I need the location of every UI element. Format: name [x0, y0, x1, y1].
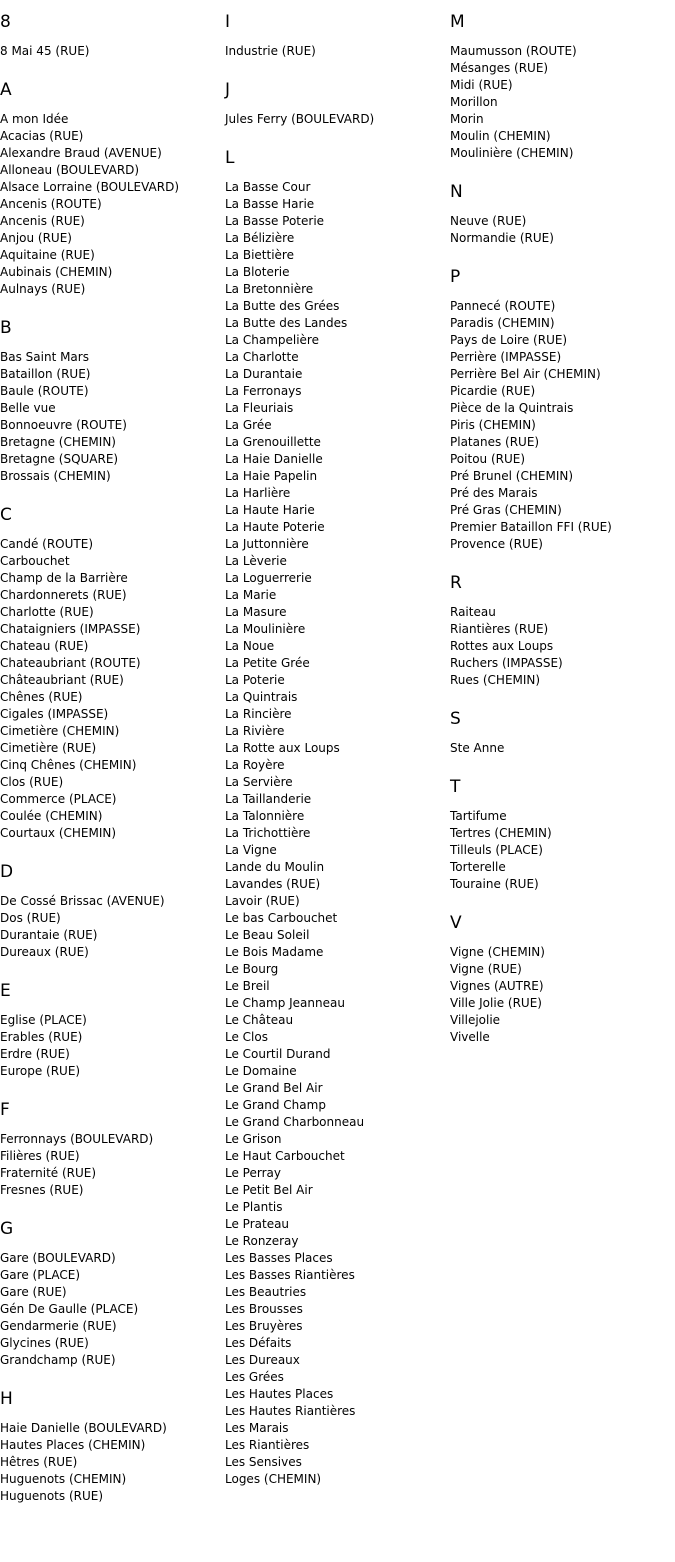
letter-group: [225, 80, 450, 128]
letter-group: [0, 862, 225, 961]
street-name: Pré des Marais: [450, 486, 538, 500]
street-name: Le Grand Bel Air: [225, 1081, 323, 1095]
street-name: Gare (PLACE): [0, 1268, 81, 1282]
street-name: Le Château: [225, 1013, 294, 1027]
street-name: A mon Idée: [0, 112, 69, 126]
street-name: Glycines (RUE): [0, 1336, 89, 1350]
street-name: Fresnes (RUE): [0, 1183, 84, 1197]
street-name: Le Grison: [225, 1132, 282, 1146]
street-name: La Butte des Grées: [225, 299, 340, 313]
street-name: Les Riantières: [225, 1438, 310, 1452]
street-name: La Loguerrerie: [225, 571, 312, 585]
street-name: La Noue: [225, 639, 275, 653]
street-name: Huguenots (CHEMIN): [0, 1472, 127, 1486]
street-name: Morin: [450, 112, 484, 126]
street-name: La Basse Cour: [225, 180, 311, 194]
street-name: Gendarmerie (RUE): [0, 1319, 117, 1333]
street-name: Le Beau Soleil: [225, 928, 310, 942]
street-name: Dureaux (RUE): [0, 945, 89, 959]
street-name: La Basse Poterie: [225, 214, 325, 228]
street-name: Les Dureaux: [225, 1353, 300, 1367]
street-name: Alsace Lorraine (BOULEVARD): [0, 180, 180, 194]
street-name: Ruchers (IMPASSE): [450, 656, 563, 670]
street-name: Coulée (CHEMIN): [0, 809, 103, 823]
street-name: La Marie: [225, 588, 277, 602]
group-letter-heading: B: [0, 318, 12, 338]
street-name: Paradis (CHEMIN): [450, 316, 555, 330]
group-letter-heading: D: [0, 862, 14, 882]
street-name: Vignes (AUTRE): [450, 979, 544, 993]
street-name: Platanes (RUE): [450, 435, 540, 449]
street-name: Premier Bataillon FFI (RUE): [450, 520, 612, 534]
street-name: La Fleuriais: [225, 401, 294, 415]
group-letter-heading: R: [450, 573, 462, 593]
street-name: Picardie (RUE): [450, 384, 536, 398]
street-name: La Rotte aux Loups: [225, 741, 340, 755]
street-name: Alloneau (BOULEVARD): [0, 163, 140, 177]
street-list: [225, 111, 450, 128]
street-list: [0, 43, 225, 60]
street-list: [225, 43, 450, 60]
street-name: Tartifume: [450, 809, 507, 823]
street-list: [0, 1250, 225, 1369]
street-name: Eglise (PLACE): [0, 1013, 87, 1027]
group-letter-heading: G: [0, 1219, 14, 1239]
letter-group: [450, 777, 675, 893]
group-letter-heading: T: [450, 777, 461, 797]
street-name: Lande du Moulin: [225, 860, 325, 874]
street-name: Huguenots (RUE): [0, 1489, 104, 1503]
street-name: Raiteau: [450, 605, 496, 619]
group-letter-heading: J: [225, 80, 231, 100]
street-name: La Bélizière: [225, 231, 295, 245]
letter-group: [0, 80, 225, 298]
street-name: Normandie (RUE): [450, 231, 554, 245]
street-name: Le Perray: [225, 1166, 281, 1180]
street-name: Belle vue: [0, 401, 56, 415]
street-name: Hautes Places (CHEMIN): [0, 1438, 146, 1452]
street-name: La Butte des Landes: [225, 316, 348, 330]
group-letter-heading: E: [0, 981, 11, 1001]
letter-group: [450, 12, 675, 162]
street-name: Les Marais: [225, 1421, 289, 1435]
street-name: De Cossé Brissac (AVENUE): [0, 894, 165, 908]
street-name: Pré Brunel (CHEMIN): [450, 469, 574, 483]
street-name: Tilleuls (PLACE): [450, 843, 543, 857]
street-name: Chênes (RUE): [0, 690, 83, 704]
group-letter-heading: M: [450, 12, 465, 32]
street-name: La Royère: [225, 758, 285, 772]
street-name: Piris (CHEMIN): [450, 418, 536, 432]
letter-group: [0, 318, 225, 485]
group-letter-heading: H: [0, 1389, 13, 1409]
letter-group: [0, 505, 225, 842]
street-name: La Bloterie: [225, 265, 290, 279]
street-name: Europe (RUE): [0, 1064, 81, 1078]
street-name: Fraternité (RUE): [0, 1166, 97, 1180]
street-name: Chardonnerets (RUE): [0, 588, 127, 602]
street-list: [450, 298, 675, 553]
street-name: Ancenis (ROUTE): [0, 197, 102, 211]
street-list: [0, 893, 225, 961]
street-name: Les Défaits: [225, 1336, 292, 1350]
street-name: Vigne (RUE): [450, 962, 522, 976]
street-list: [0, 536, 225, 842]
street-name: Le Domaine: [225, 1064, 297, 1078]
street-name: La Haute Poterie: [225, 520, 325, 534]
street-name: Provence (RUE): [450, 537, 543, 551]
group-letter-heading: 8: [0, 12, 11, 32]
group-letter-heading: F: [0, 1100, 10, 1120]
street-name: Gén De Gaulle (PLACE): [0, 1302, 139, 1316]
street-name: Clos (RUE): [0, 775, 64, 789]
street-name: La Rincière: [225, 707, 292, 721]
street-name: La Grenouillette: [225, 435, 321, 449]
street-list: [450, 43, 675, 162]
street-name: Carbouchet: [0, 554, 70, 568]
street-name: La Charlotte: [225, 350, 299, 364]
street-name: La Taillanderie: [225, 792, 312, 806]
street-name: La Harlière: [225, 486, 291, 500]
street-name: Chateau (RUE): [0, 639, 89, 653]
street-index-column-3: [450, 0, 675, 1066]
street-name: Les Bruyères: [225, 1319, 303, 1333]
street-name: Pannecé (ROUTE): [450, 299, 556, 313]
street-name: Moulin (CHEMIN): [450, 129, 551, 143]
street-name: Charlotte (RUE): [0, 605, 94, 619]
street-name: Chateaubriant (ROUTE): [0, 656, 141, 670]
street-name: Moulinière (CHEMIN): [450, 146, 574, 160]
letter-group: [0, 1219, 225, 1369]
letter-group: [225, 148, 450, 1488]
street-name: Haie Danielle (BOULEVARD): [0, 1421, 167, 1435]
street-name: Châteaubriant (RUE): [0, 673, 124, 687]
street-name: 8 Mai 45 (RUE): [0, 44, 90, 58]
group-letter-heading: N: [450, 182, 463, 202]
street-name: Touraine (RUE): [450, 877, 539, 891]
street-name: La Biettière: [225, 248, 294, 262]
street-name: Gare (RUE): [0, 1285, 67, 1299]
street-name: Aquitaine (RUE): [0, 248, 95, 262]
street-name: Vigne (CHEMIN): [450, 945, 545, 959]
street-name: Maumusson (ROUTE): [450, 44, 577, 58]
street-name: Rues (CHEMIN): [450, 673, 541, 687]
street-list: [0, 1131, 225, 1199]
street-name: Le Breil: [225, 979, 270, 993]
street-name: Cimetière (RUE): [0, 741, 97, 755]
street-name: La Champelière: [225, 333, 319, 347]
street-name: Brossais (CHEMIN): [0, 469, 111, 483]
street-name: Les Hautes Riantières: [225, 1404, 356, 1418]
street-name: Morillon: [450, 95, 498, 109]
street-name: Villejolie: [450, 1013, 501, 1027]
street-name: Chataigniers (IMPASSE): [0, 622, 141, 636]
street-name: Cigales (IMPASSE): [0, 707, 109, 721]
street-name: Pré Gras (CHEMIN): [450, 503, 562, 517]
street-name: Perrière (IMPASSE): [450, 350, 562, 364]
street-list: [450, 808, 675, 893]
street-name: Ville Jolie (RUE): [450, 996, 542, 1010]
street-name: Le Grand Champ: [225, 1098, 326, 1112]
street-index-column-1: [0, 0, 225, 1525]
street-name: Torterelle: [450, 860, 506, 874]
street-name: La Masure: [225, 605, 287, 619]
letter-group: [450, 913, 675, 1046]
street-name: Alexandre Braud (AVENUE): [0, 146, 162, 160]
street-name: Rottes aux Loups: [450, 639, 554, 653]
street-name: Anjou (RUE): [0, 231, 72, 245]
letter-group: [225, 12, 450, 60]
street-name: Baule (ROUTE): [0, 384, 89, 398]
street-name: Bas Saint Mars: [0, 350, 89, 364]
street-name: Les Brousses: [225, 1302, 303, 1316]
street-name: Le Prateau: [225, 1217, 290, 1231]
street-name: Midi (RUE): [450, 78, 513, 92]
street-name: Les Hautes Places: [225, 1387, 334, 1401]
street-name: Dos (RUE): [0, 911, 61, 925]
street-name: Champ de la Barrière: [0, 571, 128, 585]
street-list: [0, 1420, 225, 1505]
street-name: La Lèverie: [225, 554, 287, 568]
letter-group: [450, 182, 675, 247]
street-name: La Haie Danielle: [225, 452, 323, 466]
street-name: Bataillon (RUE): [0, 367, 91, 381]
street-name: La Haie Papelin: [225, 469, 318, 483]
street-name: Vivelle: [450, 1030, 490, 1044]
street-list: [225, 179, 450, 1488]
street-name: Industrie (RUE): [225, 44, 316, 58]
street-name: Le Petit Bel Air: [225, 1183, 313, 1197]
street-name: Le Grand Charbonneau: [225, 1115, 365, 1129]
group-letter-heading: I: [225, 12, 231, 32]
street-name: La Durantaie: [225, 367, 303, 381]
street-name: Le Bois Madame: [225, 945, 324, 959]
street-name: Les Basses Riantières: [225, 1268, 355, 1282]
letter-group: [0, 1100, 225, 1199]
group-letter-heading: A: [0, 80, 12, 100]
street-name: Aubinais (CHEMIN): [0, 265, 113, 279]
street-name: Le Clos: [225, 1030, 268, 1044]
street-name: Ancenis (RUE): [0, 214, 85, 228]
street-list: [450, 740, 675, 757]
street-name: La Trichottière: [225, 826, 311, 840]
street-name: Pièce de la Quintrais: [450, 401, 574, 415]
street-name: Bretagne (SQUARE): [0, 452, 119, 466]
street-name: Neuve (RUE): [450, 214, 527, 228]
street-name: Les Grées: [225, 1370, 284, 1384]
group-letter-heading: S: [450, 709, 461, 729]
street-name: Le Bourg: [225, 962, 279, 976]
street-name: Le Ronzeray: [225, 1234, 299, 1248]
group-letter-heading: V: [450, 913, 462, 933]
street-name: Poitou (RUE): [450, 452, 526, 466]
street-name: Cinq Chênes (CHEMIN): [0, 758, 137, 772]
street-name: Loges (CHEMIN): [225, 1472, 322, 1486]
street-index-column-2: [225, 0, 450, 1508]
street-name: La Rivière: [225, 724, 285, 738]
street-name: La Haute Harie: [225, 503, 315, 517]
street-name: Riantières (RUE): [450, 622, 549, 636]
street-name: Gare (BOULEVARD): [0, 1251, 116, 1265]
street-name: Le Champ Jeanneau: [225, 996, 345, 1010]
street-name: Cimetière (CHEMIN): [0, 724, 120, 738]
street-name: Aulnays (RUE): [0, 282, 86, 296]
street-list: [450, 604, 675, 689]
street-name: Durantaie (RUE): [0, 928, 98, 942]
street-name: Bonnoeuvre (ROUTE): [0, 418, 127, 432]
group-letter-heading: P: [450, 267, 461, 287]
street-name: La Petite Grée: [225, 656, 310, 670]
street-name: La Vigne: [225, 843, 277, 857]
street-name: Jules Ferry (BOULEVARD): [225, 112, 375, 126]
street-name: Lavoir (RUE): [225, 894, 300, 908]
street-list: [0, 111, 225, 298]
street-name: La Moulinière: [225, 622, 306, 636]
letter-group: [0, 981, 225, 1080]
street-name: Erdre (RUE): [0, 1047, 70, 1061]
letter-group: [0, 12, 225, 60]
street-name: Erables (RUE): [0, 1030, 83, 1044]
street-list: [0, 349, 225, 485]
street-name: Les Basses Places: [225, 1251, 333, 1265]
street-list: [0, 1012, 225, 1080]
group-letter-heading: C: [0, 505, 12, 525]
street-name: Le Haut Carbouchet: [225, 1149, 345, 1163]
street-name: Lavandes (RUE): [225, 877, 321, 891]
street-name: La Bretonnière: [225, 282, 314, 296]
street-name: Candé (ROUTE): [0, 537, 93, 551]
street-name: Filières (RUE): [0, 1149, 80, 1163]
street-name: Commerce (PLACE): [0, 792, 117, 806]
street-name: La Grée: [225, 418, 272, 432]
street-name: Mésanges (RUE): [450, 61, 549, 75]
street-name: Bretagne (CHEMIN): [0, 435, 116, 449]
letter-group: [0, 1389, 225, 1505]
street-list: [450, 213, 675, 247]
street-name: Tertres (CHEMIN): [450, 826, 552, 840]
street-name: La Basse Harie: [225, 197, 315, 211]
letter-group: [450, 573, 675, 689]
letter-group: [450, 267, 675, 553]
street-name: Acacias (RUE): [0, 129, 84, 143]
street-name: Le bas Carbouchet: [225, 911, 338, 925]
street-name: La Quintrais: [225, 690, 298, 704]
street-name: Hêtres (RUE): [0, 1455, 78, 1469]
street-name: Le Courtil Durand: [225, 1047, 331, 1061]
street-name: Perrière Bel Air (CHEMIN): [450, 367, 601, 381]
street-name: Ferronnays (BOULEVARD): [0, 1132, 154, 1146]
street-name: Grandchamp (RUE): [0, 1353, 116, 1367]
street-name: La Talonnière: [225, 809, 305, 823]
street-name: Courtaux (CHEMIN): [0, 826, 117, 840]
street-name: Les Beautries: [225, 1285, 307, 1299]
letter-group: [450, 709, 675, 757]
street-name: La Servière: [225, 775, 293, 789]
group-letter-heading: L: [225, 148, 235, 168]
street-name: La Ferronays: [225, 384, 302, 398]
street-name: Pays de Loire (RUE): [450, 333, 568, 347]
street-name: Les Sensives: [225, 1455, 302, 1469]
street-name: La Poterie: [225, 673, 285, 687]
street-name: Ste Anne: [450, 741, 505, 755]
street-name: La Juttonnière: [225, 537, 309, 551]
street-list: [450, 944, 675, 1046]
street-name: Le Plantis: [225, 1200, 283, 1214]
